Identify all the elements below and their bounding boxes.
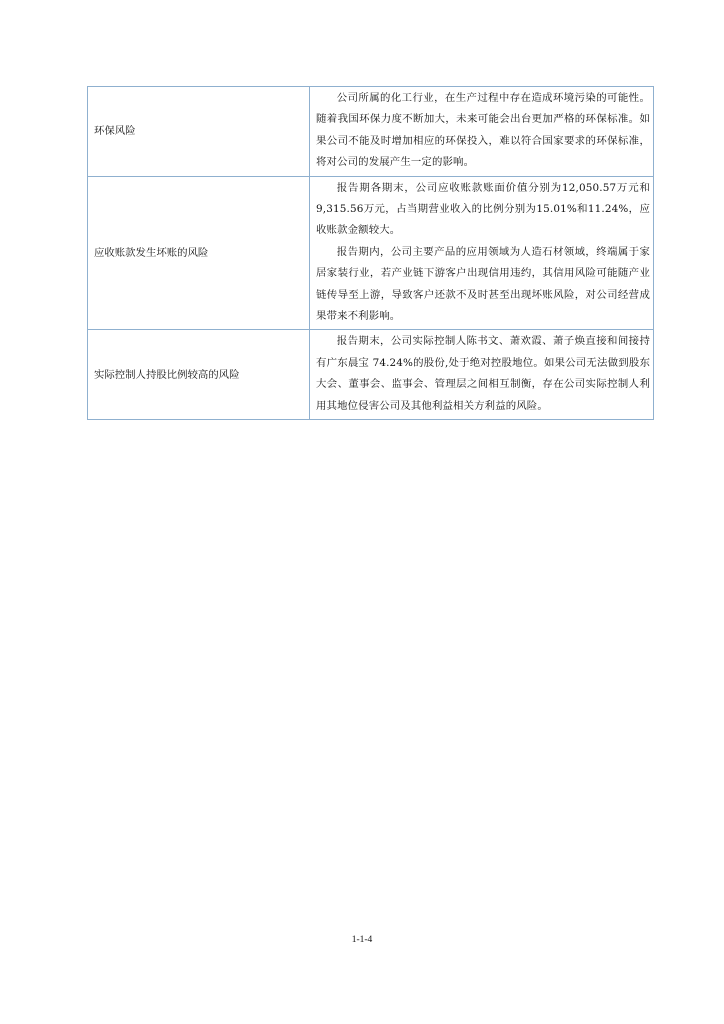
risk-description-paragraph: 报告期末，公司实际控制人陈书文、萧欢霞、萧子焕直接和间接持有广东晨宝 74.24%的股份,处于绝对控股地位。如果公司无法做到股东大会、董事会、监事会、管理层之间相互制衡，存在公司实际控制人利用其地位侵害公司及其他利益相关方利益的风险。 [316, 335, 650, 412]
risk-name: 环保风险 [94, 125, 136, 138]
risk-description-paragraph: 公司所属的化工行业，在生产过程中存在造成环境污染的可能性。随着我国环保力度不断加大，未来可能会出台更加严格的环保标准。如果公司不能及时增加相应的环保投入，难以符合国家要求的环保标准，将对公司的发展产生一定的影响。 [316, 92, 650, 169]
risk-name: 实际控制人持股比例较高的风险 [94, 368, 240, 381]
risk-name-cell [88, 87, 310, 177]
risk-name: 应收账款发生坏账的风险 [94, 247, 209, 260]
risk-name-cell [88, 330, 310, 420]
risk-description-cell [310, 176, 654, 330]
table-row [88, 87, 654, 177]
risk-description-cell [310, 87, 654, 177]
risk-description-paragraph: 报告期内，公司主要产品的应用领域为人造石材领域，终端属于家居家装行业，若产业链下游客户出现信用违约，其信用风险可能随产业链传导至上游，导致客户还款不及时甚至出现坏账风险，对公司经营成果带来不利影响。 [316, 245, 650, 323]
risk-name-cell [88, 176, 310, 330]
risk-description-cell [310, 330, 654, 420]
risk-table [87, 86, 654, 420]
risk-description-paragraph: 报告期各期末，公司应收账款账面价值分别为12,050.57万元和9,315.56万元，占当期营业收入的比例分别为15.01%和11.24%，应收账款金额较大。 [316, 181, 650, 237]
table-row [88, 330, 654, 420]
page-number: 1-1-4 [351, 935, 373, 945]
table-row [88, 176, 654, 330]
